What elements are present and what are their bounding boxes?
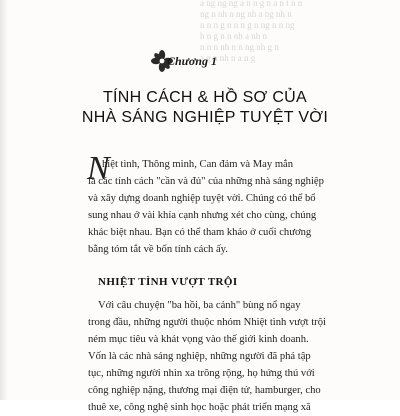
bleed-line: n n n g n n n g n ng n n ng xyxy=(200,20,295,30)
bleed-line: a ng ng ng a n n g n a n t n n xyxy=(200,0,303,8)
paragraph-line: thuê xe, công nghệ sinh học hoặc phát triển mạng xã xyxy=(88,402,311,413)
page-gutter-shadow xyxy=(0,0,8,400)
paragraph-line: và xây dựng doanh nghiệp tuyệt vời. Chúng có thể bổ xyxy=(88,193,316,204)
paragraph-line: công nghiệp nặng, thương mại điện tử, hamburger, cho xyxy=(88,385,321,396)
paragraph-line: trong đầu, những người thuộc nhóm Nhiệt tình vượt trội xyxy=(88,317,326,328)
paragraph-line: Với câu chuyện "ba hồi, ba cảnh" bùng nổ ngay xyxy=(98,300,301,311)
paragraph-line: sung nhau ở vài khía cạnh nhưng xét cho cùng, chúng xyxy=(88,210,317,221)
bleed-line: h n g n n nh a nh n xyxy=(200,31,267,41)
chapter-label: Chương 1 xyxy=(167,54,217,68)
paragraph-line: khác biệt nhau. Bạn có thể tham khảo ở cuối chương xyxy=(88,227,312,238)
bleed-line: a g n nh n a n g xyxy=(200,53,256,63)
chapter-badge xyxy=(153,52,243,70)
section-paragraph xyxy=(88,297,338,416)
drop-cap: N xyxy=(87,150,110,187)
chapter-title xyxy=(60,88,350,128)
paragraph-line: ném mục tiêu và khát vọng vào thế giới kinh doanh. xyxy=(88,334,309,345)
paragraph-line: bằng tóm tắt về bốn tính cách ấy. xyxy=(88,244,228,255)
paragraph-line: là các tính cách "cần và đủ" của những nhà sáng nghiệp xyxy=(88,176,324,187)
paragraph-line: hiệt tình, Thông minh, Can đảm và May mắn xyxy=(102,159,294,170)
paragraph-line: Vốn là các nhà sáng nghiệp, những người đã phá tập xyxy=(88,351,311,362)
intro-paragraph xyxy=(88,156,338,258)
bleed-line: n n n nh n n ng nh g n xyxy=(200,42,279,52)
bleed-line: ng n nh n ng nh a ng nh n xyxy=(200,9,292,19)
chapter-title-line: NHÀ SÁNG NGHIỆP TUYỆT VỜI xyxy=(81,109,329,126)
paragraph-line: tục, những người nhìn xa trông rộng, họ hứng thú với xyxy=(88,368,315,379)
chapter-title-line: TÍNH CÁCH & HỒ SƠ CỦA xyxy=(102,89,308,106)
section-heading: NHIỆT TÌNH VƯỢT TRỘI xyxy=(98,276,238,288)
